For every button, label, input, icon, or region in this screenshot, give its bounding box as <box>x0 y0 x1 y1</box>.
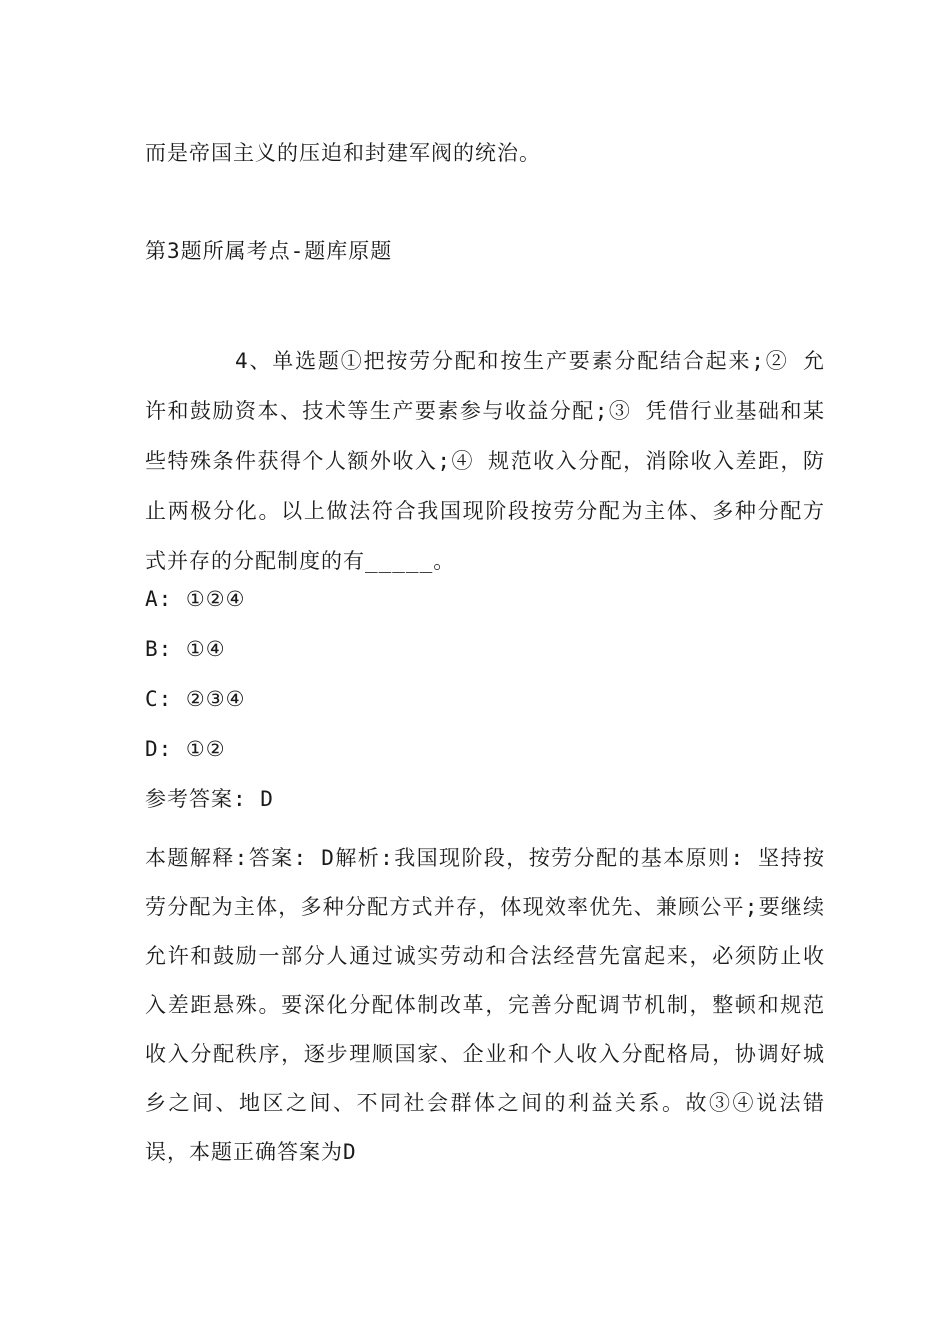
previous-explanation-tail: 而是帝国主义的压迫和封建军阀的统治。 <box>145 141 541 165</box>
option-c: C: ②③④ <box>145 687 246 711</box>
question-number: 4、单选题 <box>235 349 341 373</box>
knowledge-point-note: 第3题所属考点-题库原题 <box>145 239 393 263</box>
answer-explanation: 本题解释:答案: D解析:我国现阶段，按劳分配的基本原则: 坚持按劳分配为主体，多种分配方式并存，体现效率优先、兼顾公平;要继续允许和鼓励一部分人通过诚实劳动和合法经营先富起来，必须防止收入差距悬殊。要深化分配体制改革，完善分配调节机制，整顿和规范收入分配秩序，逐步理顺国家、企业和个人收入分配格局，协调好城乡之间、地区之间、不同社会群体之间的利益关系。故③④说法错误，本题正确答案为D <box>145 846 825 1164</box>
option-d: D: ①② <box>145 737 226 761</box>
option-b: B: ①④ <box>145 637 226 661</box>
reference-answer: 参考答案: D <box>145 787 274 811</box>
question-stem <box>145 336 825 586</box>
option-a: A: ①②④ <box>145 587 246 611</box>
question-text: ①把按劳分配和按生产要素分配结合起来;② 允许和鼓励资本、技术等生产要素参与收益分配;③ 凭借行业基础和某些特殊条件获得个人额外收入;④ 规范收入分配，消除收入差距，防止两极分化。以上做法符合我国现阶段按劳分配为主体、多种分配方式并存的分配制度的有_____。 <box>145 349 825 573</box>
